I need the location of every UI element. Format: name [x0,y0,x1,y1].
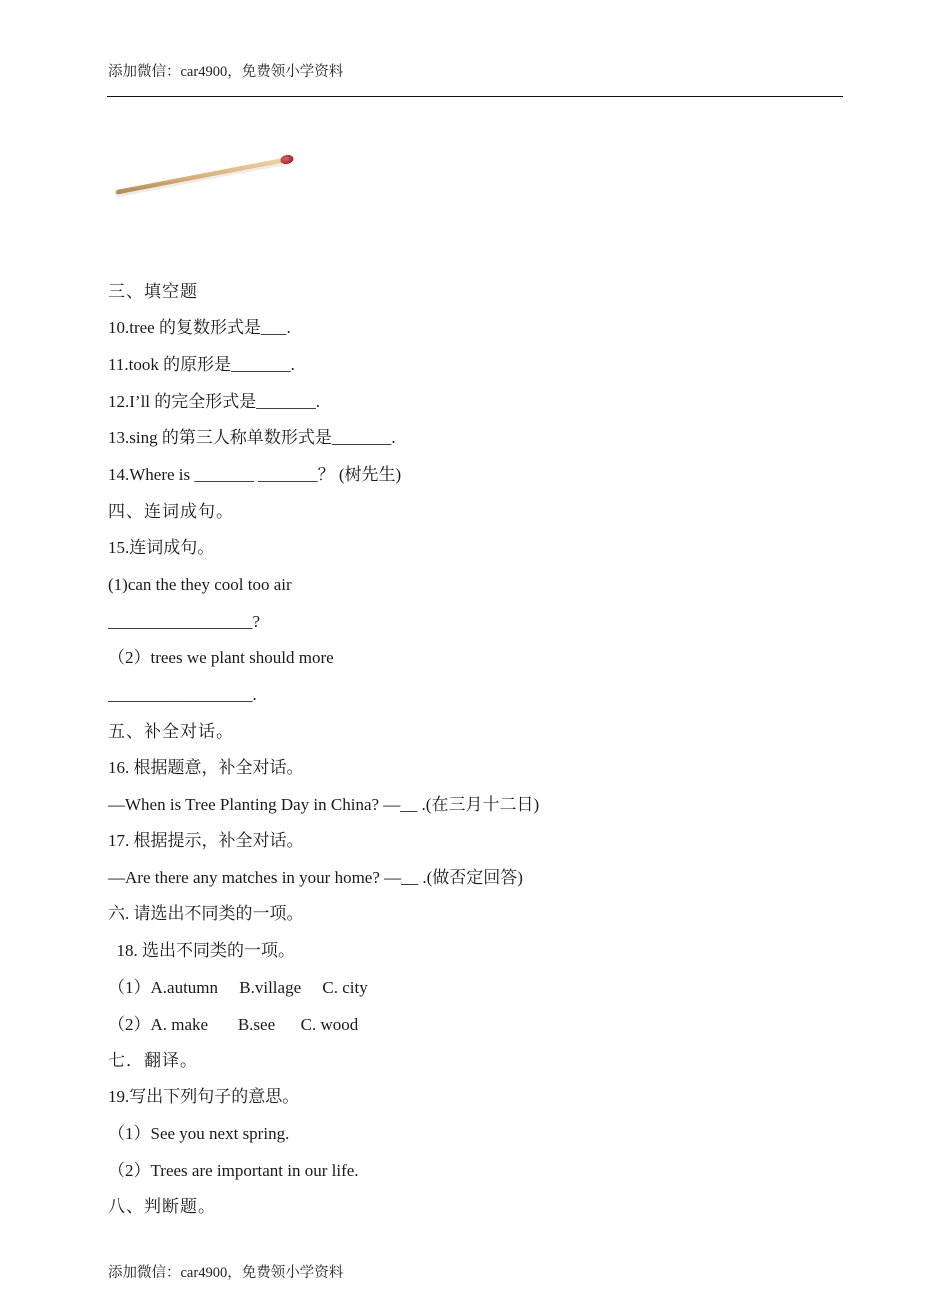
question-15-part-1: (1)can the they cool too air [108,575,292,594]
question-18-part-2: （2）A. make B.see C. wood [108,1015,359,1034]
question-19-part-1: （1）See you next spring. [108,1124,290,1143]
match-stick-icon [112,148,302,208]
answer-blank-15-2: _________________. [108,685,257,704]
answer-blank-15-1: _________________? [108,612,261,631]
question-17: 17. 根据提示，补全对话。 [108,831,304,850]
section-5-title: 五、补全对话。 [108,722,234,741]
question-11: 11.took 的原形是_______. [108,355,295,374]
question-15-part-2: （2）trees we plant should more [108,648,334,667]
section-3-title: 三、填空题 [108,282,198,301]
question-18: 18. 选出不同类的一项。 [108,941,295,960]
header-divider [107,96,843,97]
section-6-title: 六. 请选出不同类的一项。 [108,904,304,923]
question-16-dialogue: —When is Tree Planting Day in China? —__ .(在三月十二日) [108,795,540,814]
section-8-title: 八、判断题。 [108,1197,216,1216]
question-12: 12.I’ll 的完全形式是_______. [108,392,321,411]
question-14: 14.Where is _______ _______？ (树先生) [108,465,402,484]
section-7-title: 七．翻译。 [108,1051,198,1070]
question-19: 19.写出下列句子的意思。 [108,1087,300,1106]
question-13: 13.sing 的第三人称单数形式是_______. [108,428,396,447]
question-16: 16. 根据题意，补全对话。 [108,758,304,777]
section-4-title: 四、连词成句。 [108,502,234,521]
question-18-part-1: （1）A.autumn B.village C. city [108,978,368,997]
question-10: 10.tree 的复数形式是___. [108,318,291,337]
question-19-part-2: （2）Trees are important in our life. [108,1161,359,1180]
question-17-dialogue: —Are there any matches in your home? —__ .(做否定回答) [108,868,523,887]
page-footer: 添加微信：car4900，免费领小学资料 [108,1265,344,1281]
page-header: 添加微信：car4900，免费领小学资料 [108,64,344,80]
question-15: 15.连词成句。 [108,538,215,557]
